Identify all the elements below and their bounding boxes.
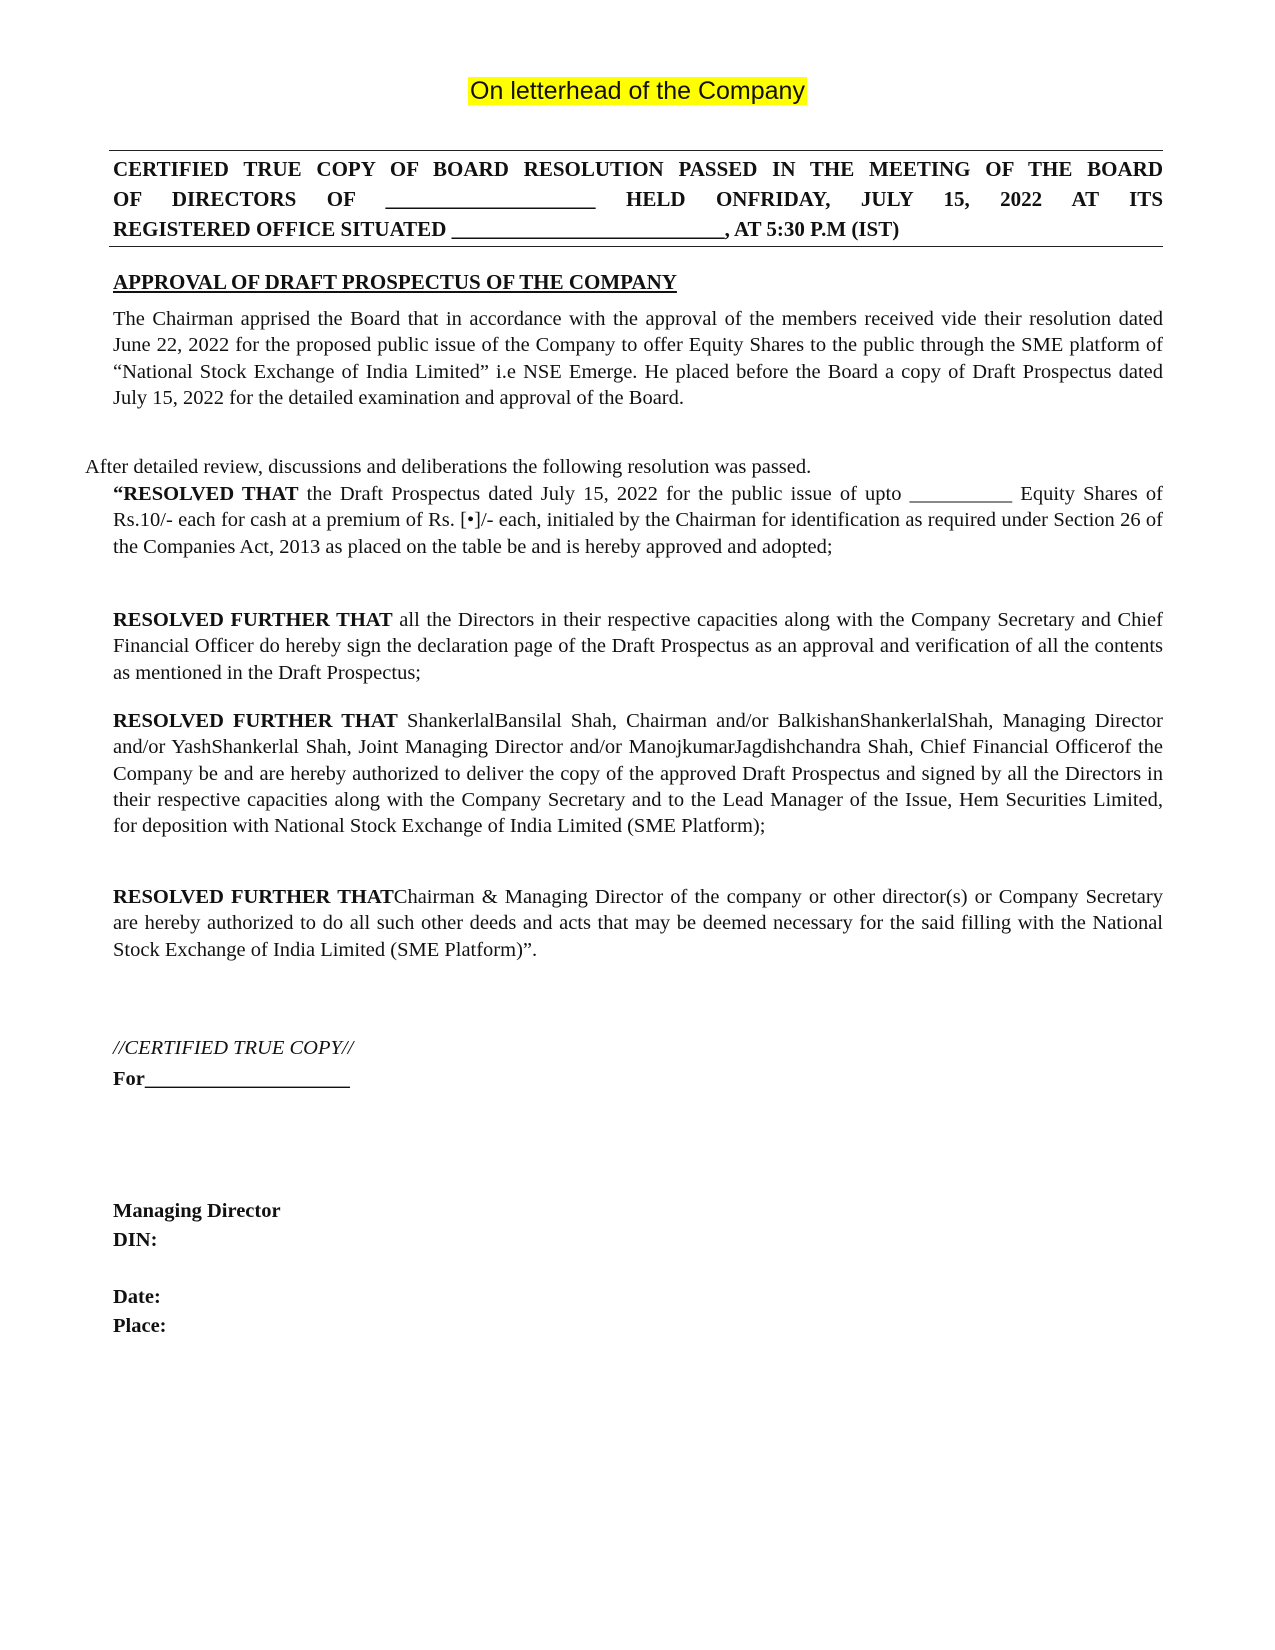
signatory-place: Place: <box>113 1315 167 1337</box>
heading-line-2: OF DIRECTORS OF ____________________ HELD ONFRIDAY, JULY 15, 2022 AT ITS <box>113 187 1163 211</box>
resolution-4 <box>113 884 1163 963</box>
intro-paragraph: The Chairman apprised the Board that in accordance with the approval of the members received vide their resolution dated June 22, 2022 for the proposed public issue of the Company to offer Equity Shares to the public through the SME platform of “National Stock Exchange of India Limited” i.e NSE Emerge. He placed before the Board a copy of Draft Prospectus dated July 15, 2022 for the detailed examination and approval of the Board. <box>113 308 1163 409</box>
resolution-3-lead: RESOLVED FURTHER THAT <box>113 710 398 732</box>
signatory-din: DIN: <box>113 1229 158 1251</box>
review-line: After detailed review, discussions and deliberations the following resolution was passed. <box>85 456 812 478</box>
certified-true-copy: //CERTIFIED TRUE COPY// <box>113 1037 354 1059</box>
heading-line-1: CERTIFIED TRUE COPY OF BOARD RESOLUTION PASSED IN THE MEETING OF THE BOARD <box>113 157 1163 181</box>
resolution-3-text: ShankerlalBansilal Shah, Chairman and/or BalkishanShankerlalShah, Managing Director and/or YashShankerlal Shah, Joint Managing Director and/or ManojkumarJagdishchandra Shah, Chief Financial Officerof the Company be and are hereby authorized to deliver the copy of the approved Draft Prospectus and signed by all the Directors in their respective capacities along with the Company Secretary and to the Lead Manager of the Issue, Hem Securities Limited, for deposition with National Stock Exchange of India Limited (SME Platform); <box>113 710 1163 838</box>
for-company-line: For____________________ <box>113 1068 350 1090</box>
resolution-heading <box>109 150 1163 247</box>
resolution-1-lead: “RESOLVED THAT <box>113 483 299 505</box>
resolution-4-lead: RESOLVED FURTHER THAT <box>113 886 394 908</box>
resolution-4-text: Chairman & Managing Director of the company or other director(s) or Company Secretary are hereby authorized to do all such other deeds and acts that may be deemed necessary for the said filling with the National Stock Exchange of India Limited (SME Platform)”. <box>113 886 1163 961</box>
resolution-1-text: the Draft Prospectus dated July 15, 2022 for the public issue of upto __________ Equity Shares of Rs.10/- each for cash at a premium of Rs. [•]/- each, initialed by the Chairman for identification as required under Section 26 of the Companies Act, 2013 as placed on the table be and is hereby approved and adopted; <box>113 483 1164 558</box>
resolution-2-text: all the Directors in their respective capacities along with the Company Secretary and Chief Financial Officer do hereby sign the declaration page of the Draft Prospectus as an approval and verification of all the contents as mentioned in the Draft Prospectus; <box>113 609 1163 684</box>
resolution-2 <box>113 607 1163 686</box>
resolution-2-lead: RESOLVED FURTHER THAT <box>113 609 393 631</box>
resolution-3 <box>113 708 1163 839</box>
letterhead-note <box>0 74 1275 108</box>
heading-line-3: REGISTERED OFFICE SITUATED __________________________, AT 5:30 P.M (IST) <box>113 217 900 241</box>
document-title: APPROVAL OF DRAFT PROSPECTUS OF THE COMPANY <box>113 270 677 294</box>
signatory-date: Date: <box>113 1286 161 1308</box>
resolution-1 <box>113 481 1163 560</box>
letterhead-note-text: On letterhead of the Company <box>470 77 805 105</box>
signatory-designation: Managing Director <box>113 1200 281 1222</box>
